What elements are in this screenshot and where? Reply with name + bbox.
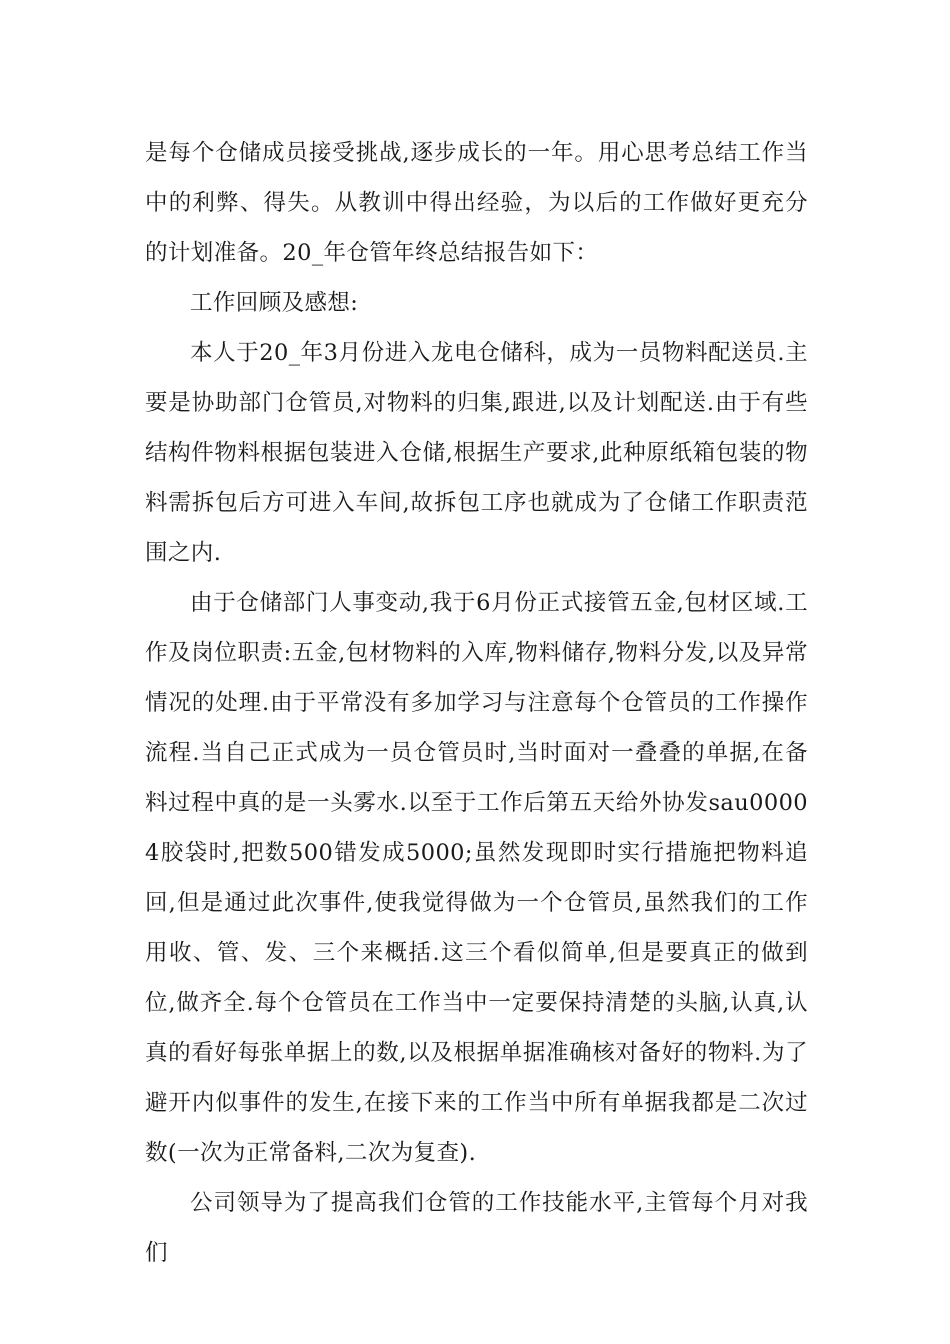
paragraph-intro: 是每个仓储成员接受挑战,逐步成长的一年。用心思考总结工作当中的利弊、得失。从教训中得出经验，为以后的工作做好更充分的计划准备。20_年仓管年终总结报告如下： xyxy=(145,140,808,266)
document-body xyxy=(145,128,808,1278)
paragraph-section-heading: 工作回顾及感想: xyxy=(190,290,359,316)
paragraph-training: 公司领导为了提高我们仓管的工作技能水平,主管每个月对我们 xyxy=(145,1190,808,1266)
paragraph-job-start: 本人于20_年3月份进入龙电仓储科，成为一员物料配送员.主要是协助部门仓管员,对物料的归集,跟进,以及计划配送.由于有些结构件物料根据包装进入仓储,根据生产要求,此种原纸箱包装的物料需拆包后方可进入车间,故拆包工序也就成为了仓储工作职责范围之内. xyxy=(145,340,808,566)
paragraph-takeover: 由于仓储部门人事变动,我于6月份正式接管五金,包材区域.工作及岗位职责:五金,包材物料的入库,物料储存,物料分发,以及异常情况的处理.由于平常没有多加学习与注意每个仓管员的工作操作流程.当自己正式成为一员仓管员时,当时面对一叠叠的单据,在备料过程中真的是一头雾水.以至于工作后第五天给外协发sau00004胶袋时,把数500错发成5000;虽然发现即时实行措施把物料追回,但是通过此次事件,使我觉得做为一个仓管员,虽然我们的工作用收、管、发、三个来概括.这三个看似简单,但是要真正的做到位,做齐全.每个仓管员在工作当中一定要保持清楚的头脑,认真,认真的看好每张单据上的数,以及根据单据准确核对备好的物料.为了避开内似事件的发生,在接下来的工作当中所有单据我都是二次过数(一次为正常备料,二次为复查). xyxy=(145,590,808,1166)
